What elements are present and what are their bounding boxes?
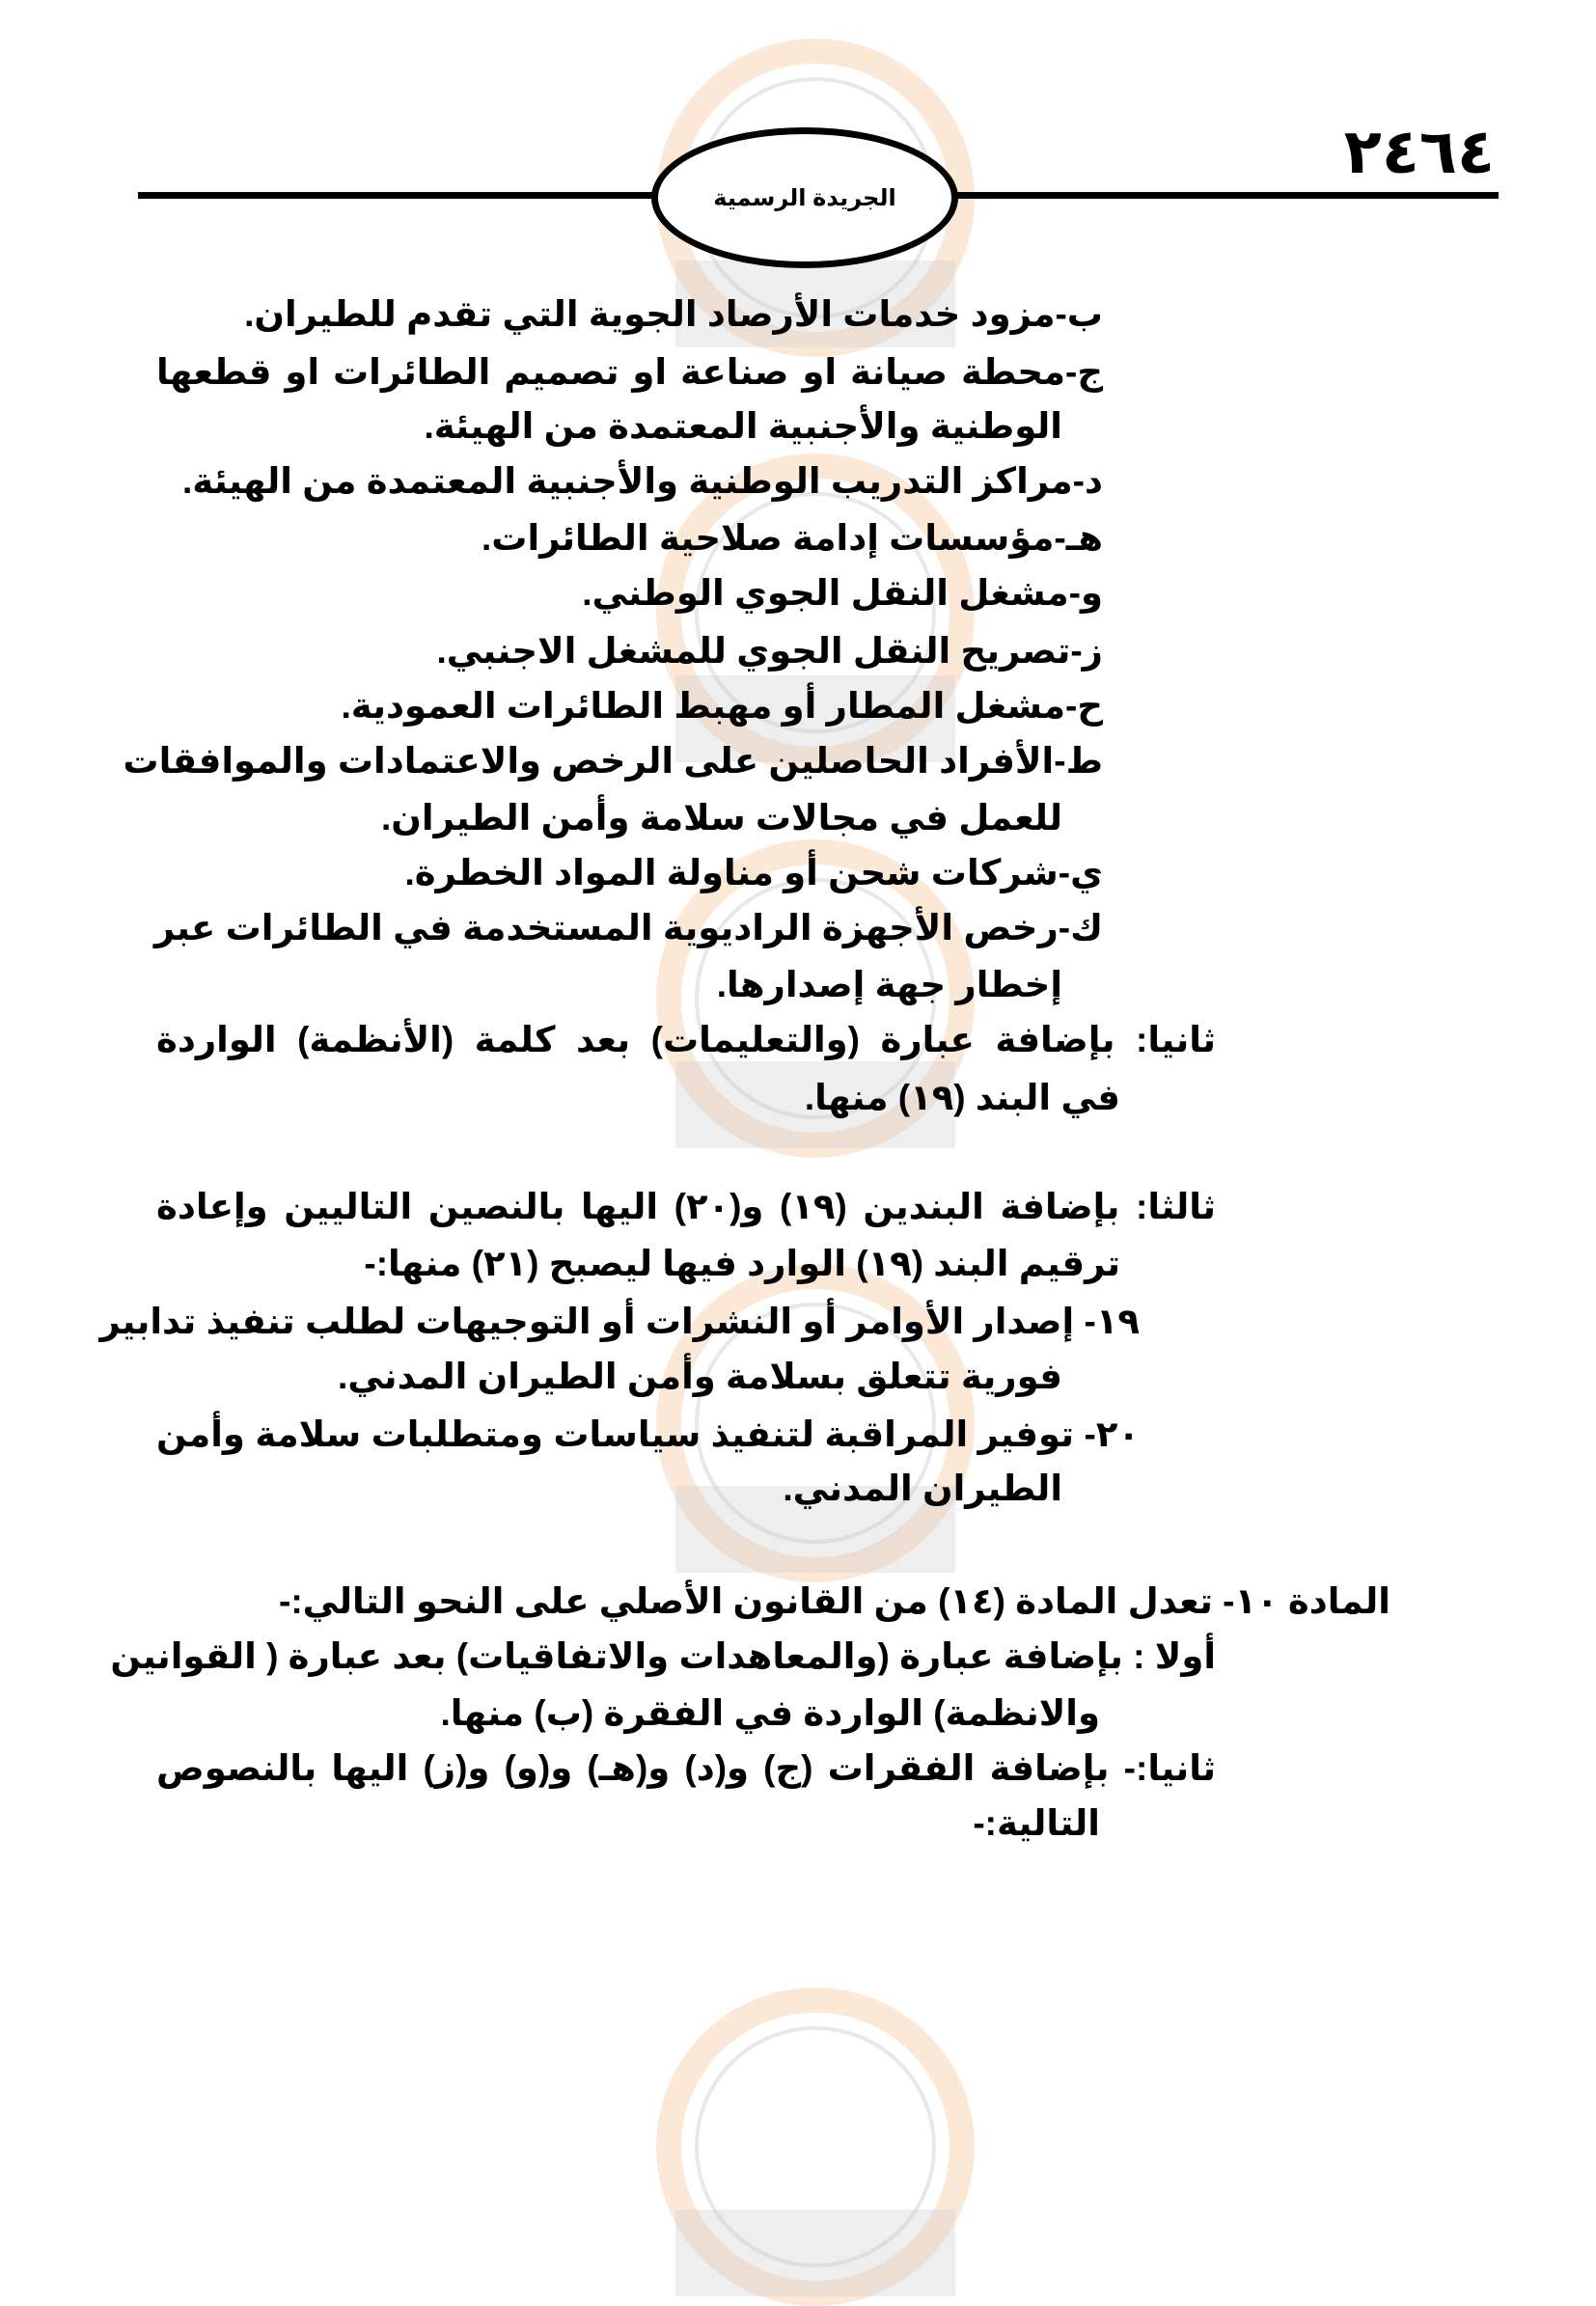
page-number: ٢٤٦٤: [1343, 117, 1495, 186]
text-line: للعمل في مجالات سلامة وأمن الطيران.: [381, 798, 1062, 837]
text-line: التالية:-: [973, 1803, 1100, 1843]
text-line: ج-محطة صيانة او صناعة او تصميم الطائرات او قطعها: [156, 352, 1103, 392]
text-line: ثانيا: بإضافة عبارة (والتعليمات) بعد كلمة (الأنظمة) الواردة: [156, 1020, 1216, 1059]
text-line: ط-الأفراد الحاصلين على الرخص والاعتمادات والموافقات: [123, 741, 1103, 781]
text-line: ب-مزود خدمات الأرصاد الجوية التي تقدم للطيران.: [244, 294, 1103, 334]
gazette-title-badge: [651, 127, 958, 268]
text-line: والانظمة) الواردة في الفقرة (ب) منها.: [440, 1693, 1100, 1733]
text-line: ز-تصريح النقل الجوي للمشغل الاجنبي.: [436, 631, 1103, 671]
text-line: و-مشغل النقل الجوي الوطني.: [582, 573, 1103, 613]
text-line: في البند (١٩) منها.: [804, 1078, 1120, 1117]
text-line: ح-مشغل المطار أو مهبط الطائرات العمودية.: [341, 686, 1103, 726]
text-line: إخطار جهة إصدارها.: [716, 965, 1062, 1004]
text-line: د-مراكز التدريب الوطنية والأجنبية المعتمدة من الهيئة.: [182, 461, 1103, 501]
text-line: ك-رخص الأجهزة الراديوية المستخدمة في الطائرات عبر: [153, 908, 1103, 947]
text-line: أولا : بإضافة عبارة (والمعاهدات والاتفاقيات) بعد عبارة ( القوانين: [110, 1636, 1216, 1676]
clock-icon: [695, 2026, 936, 2267]
gazette-title: الجريدة الرسمية: [713, 184, 896, 211]
text-line: فورية تتعلق بسلامة وأمن الطيران المدني.: [337, 1357, 1062, 1396]
text-line: ٢٠- توفير المراقبة لتنفيذ سياسات ومتطلبات سلامة وأمن: [156, 1414, 1140, 1454]
text-line: ١٩- إصدار الأوامر أو النشرات أو التوجيهات لطلب تنفيذ تدابير: [99, 1302, 1140, 1341]
text-line: هـ-مؤسسات إدامة صلاحية الطائرات.: [482, 518, 1103, 558]
text-line: الطيران المدني.: [783, 1469, 1062, 1508]
article-heading: المادة ١٠- تعدل المادة (١٤) من القانون الأصلي على النحو التالي:-: [279, 1581, 1390, 1621]
text-line: ثالثا: بإضافة البندين (١٩) و(٢٠) اليها بالنصين التاليين وإعادة: [156, 1187, 1217, 1226]
text-line: الوطنية والأجنبية المعتمدة من الهيئة.: [424, 406, 1062, 446]
text-line: ي-شركات شحن أو مناولة المواد الخطرة.: [404, 853, 1103, 892]
watermark-logo: [656, 1988, 975, 2306]
text-line: ترقيم البند (١٩) الوارد فيها ليصبح (٢١) منها:-: [364, 1244, 1120, 1283]
text-line: ثانيا:- بإضافة الفقرات (ج) و(د) و(هـ) و(و) و(ز) اليها بالنصوص: [156, 1748, 1216, 1788]
